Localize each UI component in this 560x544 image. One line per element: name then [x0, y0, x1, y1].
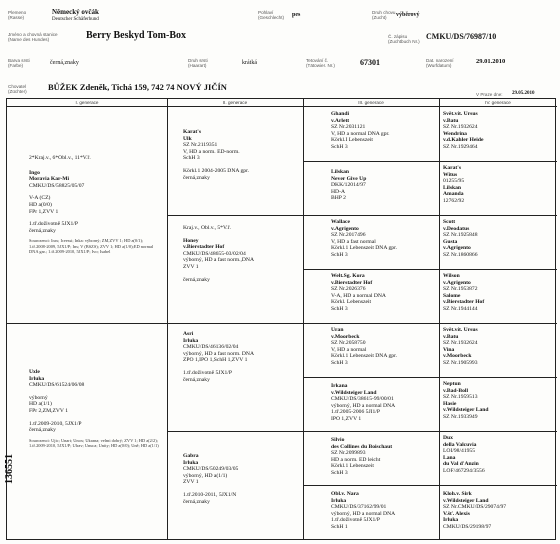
- gen4-sire: Scott: [443, 219, 456, 225]
- row-divider: [303, 377, 557, 378]
- gen4-dam: V.šť. Alexis: [443, 510, 470, 517]
- father-color: černá,znaky: [29, 227, 56, 234]
- gen3-health: V-A, HD a normal DNA: [331, 292, 386, 299]
- gen3-reg: DKK/12014/97: [331, 182, 366, 189]
- gen2-exam: ZVV 1: [183, 479, 199, 486]
- gen3-health: výborný, HD a normal DNA: [331, 402, 396, 409]
- gen4-dam-kennel: Irluka: [443, 517, 459, 524]
- gen2-health: výborný, HD a(1/1): [183, 472, 228, 479]
- tetovani-value: 67301: [360, 58, 380, 67]
- gen4-dam-reg: SZ Nr.1933949: [443, 413, 478, 420]
- row-divider: [7, 323, 557, 324]
- gen2-kennel: v.Bierstadter Hof: [183, 244, 225, 251]
- gen2-name: Gabra: [183, 453, 199, 459]
- gen3-kennel: v.Agrigento: [331, 225, 359, 232]
- gen3-health: výborný, HD a normal DNA: [331, 510, 396, 517]
- document-serial-number: 136551: [4, 454, 15, 484]
- gen2-health: výborný, HD a fast norm.,DNA: [183, 257, 254, 264]
- gen1-mother: [29, 369, 165, 449]
- gen4-cell-7: [443, 435, 555, 475]
- gen4-dam-reg: CMKU/DS/29198/97: [443, 523, 492, 530]
- gen4-dam-kennel: v.Wildsteiger Land: [443, 407, 489, 414]
- gen4-dam-kennel: Amanda: [443, 191, 464, 198]
- father-class: 1.tř.doživotně 5JX1/P: [29, 221, 78, 228]
- row-divider: [303, 161, 557, 162]
- gen4-cell-6: [443, 381, 555, 421]
- gen3-name: Obl.v. Nara: [331, 491, 359, 497]
- gen4-cell-8: [443, 491, 555, 531]
- gen2-color: černá,znaky: [183, 376, 210, 383]
- gen4-sire: Svět.vít. Ursus: [443, 111, 478, 117]
- c-zapisu-label: Č. zápisu (Zuchtbuch Nr.): [388, 34, 420, 44]
- gen3-kennel: v.Moorbeck: [331, 333, 360, 340]
- father-name: Ingo: [29, 169, 40, 176]
- v-praze-label: V Praze dne:: [476, 92, 503, 97]
- gen3-name: Irkana: [331, 383, 348, 389]
- gen3-reg: SZ Nr.2026376: [331, 286, 366, 293]
- gen3-kennel: v.Bierstadter Hof: [331, 279, 373, 286]
- c-zapisu-value: CMKU/DS/76987/10: [426, 32, 497, 41]
- druh-srsti-label: Druh srsti (Haarart): [188, 58, 208, 68]
- gen4-sire-reg: SZ Nr.1925848: [443, 232, 478, 239]
- gen2-titles: Kraj.v., Obl.v., 5*V.ř.: [183, 225, 231, 231]
- gen4-sire-reg: SZ Nr.1932624: [443, 124, 478, 131]
- gen3-cell-7: [331, 437, 437, 477]
- gen4-dam-kennel: v.Moorbeck: [443, 353, 472, 360]
- gen4-sire-kennel: v.Deodatus: [443, 225, 470, 232]
- gen3-name: Wallace: [331, 219, 350, 225]
- gen2-kennel: Ulk: [183, 135, 192, 142]
- gen3-exam: SchH 3: [331, 251, 348, 258]
- mother-exams: FPr 2,ZM,ZVV 1: [29, 407, 69, 414]
- plemeno-de-value: Deutscher Schäferhund: [52, 17, 99, 22]
- gen3-kor: Körkl.I Lebenszeit: [331, 137, 373, 144]
- gen3-health: V, HD a normal DNA gpr.: [331, 130, 390, 137]
- gen3-reg: SZ Nr.2058750: [331, 340, 366, 347]
- gen4-sire-kennel: Witus: [443, 171, 458, 178]
- gen4-sire-reg: SZ Nr.1932624: [443, 340, 478, 347]
- gen2-cell-3: [183, 331, 301, 383]
- gen3-kor: Körkl.1 Lebenszeit DNA gpr.: [331, 245, 398, 252]
- gen2-exam: ZVV 1: [183, 263, 199, 270]
- gen3-name: Silvio: [331, 437, 345, 443]
- gen2-health: V, HD a norm. ED-norm.: [183, 148, 240, 155]
- father-siblings: Sourozenci: Irax; Iceessi; Inka: výborný; ZM,ZVV 1; HD a(0/1); 1.tř.2008-2009, 5JX1/P; Ins; V (BSZS); ZVV 1; HD a(1/0);ED normal DNA gar.; 1.tř.2009-2010, 5JX1/P; Ivo; Isabel: [29, 238, 154, 255]
- gen4-sire-reg: LOI/98/41955: [443, 448, 476, 455]
- gen3-kennel: v.Arlett: [331, 117, 350, 124]
- pohlavi-label: Pohlaví (Geschlecht): [258, 10, 285, 20]
- gen3-kennel: Never Give Up: [331, 175, 367, 182]
- gen4-sire: Kloh.v. Sirk: [443, 491, 472, 497]
- mother-hd: HD a(1/1): [29, 401, 52, 408]
- gen3-reg: SZ Nr.2099893: [331, 450, 366, 457]
- mother-siblings: Sourozenci: Ujic; Unart; Unox; Ukrana; velmi dobrý; ZVV 1; HD a(2/2); 1.tř.2009-2010, 5JX1/P; Ulrav; Unuca; Unity; HD a(0/0); Uně; HD a(1/1): [29, 437, 159, 449]
- gen4-dam-reg: SZ Nr.1944144: [443, 305, 478, 312]
- gen4-dam: Lana: [443, 454, 456, 461]
- gen3-kennel: v.Wildsteiger Land: [331, 389, 377, 396]
- row-divider: [167, 431, 557, 432]
- plemeno-label: Plemeno (Rasse): [8, 10, 27, 20]
- gen4-dam: Lilskan: [443, 184, 462, 191]
- gen2-exam: SchH 3: [183, 155, 200, 162]
- gen4-sire-kennel: v.Batu: [443, 117, 459, 124]
- gen4-sire-kennel: della Valcuvia: [443, 441, 477, 448]
- father-rating: V-A (CZ): [29, 195, 51, 202]
- druh-chovu-value: výběrový: [396, 12, 420, 18]
- col-divider: [303, 99, 304, 539]
- gen4-dam: Vina: [443, 346, 455, 353]
- row-divider: [303, 269, 557, 270]
- gen3-exam: SchH 3: [331, 143, 348, 150]
- gen3-cell-8: [331, 491, 437, 531]
- gen2-name: Karat's: [183, 129, 202, 135]
- gen4-dam: Hasie: [443, 400, 457, 407]
- gen3-cell-6: [331, 383, 437, 423]
- father-reg: CMKU/DS/58825/05/07: [29, 182, 85, 189]
- gen2-color: černá,znaky: [183, 276, 210, 283]
- gen3-cell-1: [331, 111, 437, 151]
- father-kennel: Moravia Kar-Mi: [29, 176, 70, 183]
- gen4-cell-5: [443, 327, 555, 367]
- gen3-cell-4: [331, 273, 437, 313]
- gen2-reg: SZ Nr.2119351: [183, 142, 218, 149]
- gen4-dam-reg: SZ Nr.1905993: [443, 359, 478, 366]
- gen4-dam-kennel: v.Agrigento: [443, 245, 471, 252]
- gen4-dam: Gusta: [443, 238, 458, 245]
- gen2-reg: CMKU/DS/50249/03/05: [183, 466, 239, 473]
- gen4-cell-4: [443, 273, 555, 313]
- mother-kennel: Irluka: [29, 375, 45, 382]
- gen3-cell-2: [331, 169, 437, 202]
- gen3-class: 1.tř.doživotně 5JX1/P: [331, 517, 380, 524]
- father-exams: FPr 1,ZVV 1: [29, 208, 59, 215]
- gen4-dam-kennel: v.Bierstadter Hof: [443, 299, 485, 306]
- gen3-reg: CMKU/DS/37162/99/01: [331, 504, 387, 511]
- gen4-sire-reg: 01255/95: [443, 178, 465, 185]
- gen2-cell-1: [183, 129, 301, 181]
- barva-label: Barva srsti (Farbe): [8, 58, 30, 68]
- gen2-health: výborný, HD a fast norm. DNA: [183, 350, 254, 357]
- column-header-gen3: III. generace: [303, 99, 439, 107]
- col-divider: [167, 99, 168, 539]
- gen2-exam: ZPO 1,IPO 1,SchH 1,ZVV 1: [183, 357, 248, 364]
- gen3-health: V, HD a normal: [331, 346, 367, 353]
- gen3-health: HD-A: [331, 188, 345, 195]
- gen4-sire: Karat's: [443, 165, 462, 171]
- gen4-sire-reg: SZ Nr.CMKU/DS/29074/97: [443, 504, 507, 511]
- gen3-kor: Körkl.1 Lebenszeit DNA gpr.: [331, 353, 398, 360]
- gen4-cell-3: [443, 219, 555, 259]
- column-header-gen1: I. generace: [7, 99, 167, 107]
- gen3-exam: IPO 1,ZVV 1: [331, 415, 362, 422]
- gen2-name: Asri: [183, 331, 194, 337]
- dat-narozeni-value: 29.01.2010: [476, 58, 506, 65]
- mother-name: Uxle: [29, 369, 40, 375]
- pohlavi-value: pes: [292, 12, 301, 18]
- v-praze-value: 29.05.2010: [512, 91, 535, 96]
- gen4-dam-reg: SZ Nr.1929464: [443, 143, 478, 150]
- druh-srsti-value: krátká: [242, 60, 257, 66]
- gen3-name: Ghandi: [331, 111, 350, 117]
- plemeno-value: Německý ovčák: [52, 8, 99, 16]
- gen3-exam: SchH 1: [331, 523, 348, 530]
- gen3-health: HD a norm. ED leicht: [331, 456, 381, 463]
- gen3-kor: Körkl. Lebenszeit: [331, 299, 372, 306]
- gen4-dam: Wendrina: [443, 130, 467, 137]
- gen2-name: Honey: [183, 237, 199, 244]
- gen2-class: 1.tř.2010-2011, 5JX1/N: [183, 491, 237, 498]
- gen3-kor: Körkl.1 Lebenszeit: [331, 463, 374, 470]
- chovatel-value: BŮŽEK Zdeněk, Tichá 159, 742 74 NOVÝ JIČÍN: [48, 82, 227, 92]
- gen4-cell-1: [443, 111, 555, 151]
- jmeno-value: Berry Beskyd Tom-Box: [86, 30, 187, 41]
- gen3-cell-3: [331, 219, 437, 259]
- gen4-sire-reg: SZ Nr.1953872: [443, 286, 478, 293]
- gen4-sire-kennel: v.Agrigento: [443, 279, 471, 286]
- gen3-reg: SZ Nr.2017496: [331, 232, 366, 239]
- gen3-kennel: des Collines du Boischaut: [331, 443, 393, 450]
- gen2-kennel: Irluka: [183, 459, 199, 466]
- gen4-sire-reg: SZ Nr.1959513: [443, 394, 478, 401]
- col-divider: [439, 99, 440, 539]
- chovatel-label: Chovatel (Züchter): [8, 84, 27, 94]
- gen3-exam: SchH 3: [331, 359, 348, 366]
- gen4-dam-reg: 12762/92: [443, 197, 465, 204]
- gen2-class: Körkl.1 2004-2005 DNA gpr.: [183, 167, 250, 174]
- gen4-sire: Wilson: [443, 273, 460, 279]
- gen4-sire-kennel: v.Bad-Boll: [443, 387, 469, 394]
- gen4-cell-2: [443, 165, 555, 205]
- mother-reg: CMKU/DS/61524/06/08: [29, 382, 85, 389]
- dat-narozeni-label: Dat. narození (Wurfdatum): [426, 58, 454, 68]
- gen4-sire: Dux: [443, 435, 453, 441]
- column-header-gen2: II. generace: [167, 99, 303, 107]
- gen2-cell-2: [183, 225, 301, 283]
- gen4-dam-kennel: v.d.Kahler Heide: [443, 137, 484, 144]
- gen4-dam-reg: SZ Nr.1860866: [443, 251, 478, 258]
- gen4-sire: Svět.vít. Ursus: [443, 327, 478, 333]
- druh-chovu-label: Druh chovu (Zucht): [372, 10, 396, 20]
- gen3-cell-5: [331, 327, 437, 367]
- gen4-dam: Salome: [443, 292, 461, 299]
- gen4-dam-kennel: du Val d'Anzin: [443, 461, 479, 468]
- gen4-sire-kennel: v.Batu: [443, 333, 459, 340]
- row-divider: [303, 485, 557, 486]
- barva-value: černá,znaky: [50, 60, 79, 66]
- gen2-class: 1.tř.doživotně 5JX1/P: [183, 369, 232, 376]
- father-hd: HD a(0/0): [29, 201, 52, 208]
- gen3-reg: CMKU/DS/38615-99/00/01: [331, 396, 394, 403]
- gen2-kennel: Irluka: [183, 337, 199, 344]
- gen3-name: Welt.Sg. Kora: [331, 273, 365, 279]
- father-titles: 2*Kraj.v., 6*Obl.v., 11*V.ř.: [29, 155, 91, 161]
- gen1-father: [29, 155, 165, 255]
- gen3-name: Lilskan: [331, 169, 350, 175]
- row-divider: [167, 215, 557, 216]
- gen2-reg: CMKU/DS/48655-03/02/04: [183, 250, 246, 257]
- gen3-class: 1.tř.2005-2006 5JI1/P: [331, 409, 380, 416]
- pedigree-header: [6, 4, 554, 100]
- mother-color: černá,znaky: [29, 427, 56, 434]
- gen4-sire: Neptun: [443, 381, 461, 387]
- gen2-cell-4: [183, 453, 301, 505]
- gen2-reg: CMKU/DS/46136/02/04: [183, 344, 239, 351]
- tetovani-label: Tetování č. (Tätowier. Nr.): [306, 58, 335, 68]
- gen3-health: V, HD a fast normal: [331, 238, 376, 245]
- mother-class: 1.tř.2009-2010, 5JX1/P: [29, 420, 82, 427]
- gen3-kennel: Irluka: [331, 497, 347, 504]
- gen4-sire-kennel: v.Wildsteiger Land: [443, 497, 489, 504]
- gen3-reg: SZ Nr.2031121: [331, 124, 366, 131]
- gen3-exam: SchH 3: [331, 305, 348, 312]
- pedigree-table: [6, 98, 556, 540]
- gen2-color: černá,znaky: [183, 174, 210, 181]
- gen3-name: Uran: [331, 327, 344, 333]
- gen2-color: černá,znaky: [183, 498, 210, 505]
- gen3-exam: BHP 2: [331, 195, 346, 202]
- jmeno-label: Jméno a chovná stanice (Name des Hundes): [8, 32, 58, 42]
- column-header-gen4: IV. generace: [439, 99, 557, 107]
- gen3-exam: SchH 3: [331, 469, 348, 476]
- mother-rating: výborný: [29, 394, 48, 401]
- gen4-dam-reg: LOF/467294/3556: [443, 467, 485, 474]
